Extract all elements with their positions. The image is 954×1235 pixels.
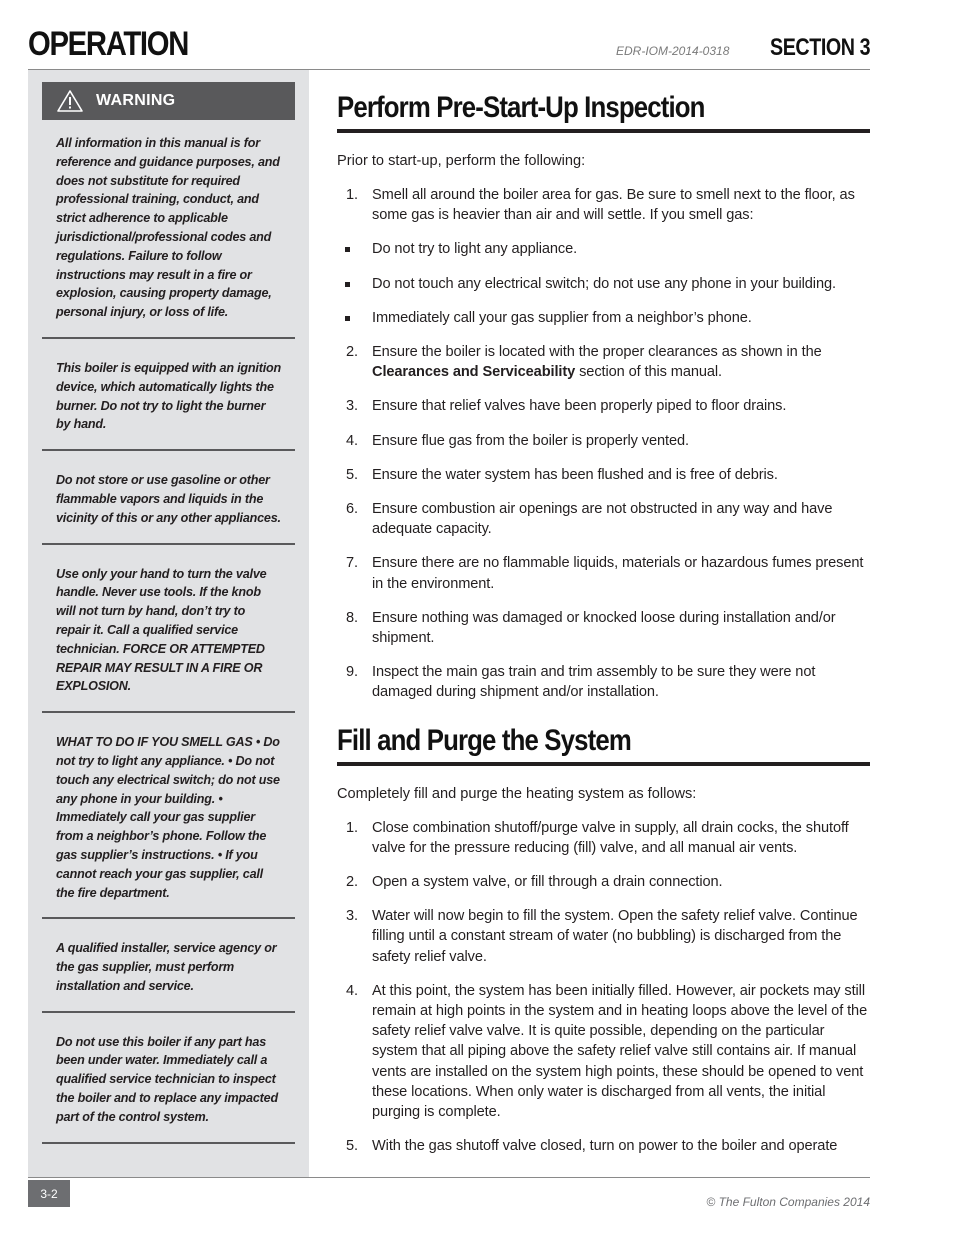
warning-block: Do not store or use gasoline or other flammable vapors and liquids in the vicinity of this or any other appliances. [42,451,295,544]
clearances-reference: Clearances and Serviceability [372,364,576,381]
list-item [337,185,870,225]
fill-and-purge-section [337,721,870,1157]
bullet-item [337,239,870,259]
list-item [337,342,870,382]
warning-title: WARNING [96,92,176,109]
step-text: Smell all around the boiler area for gas. Be sure to smell next to the floor, as some gas is heavier than air and will settle. If you smell gas: [372,187,855,224]
step-text-part: section of this manual. [575,364,723,381]
warning-blocks [42,120,295,1144]
bullet-text: Immediately call your gas supplier from a neighbor’s phone. [372,309,752,326]
list-item [337,431,870,451]
bullet-text: Do not try to light any appliance. [372,241,578,258]
step-text: Close combination shutoff/purge valve in supply, all drain cocks, the shutoff valve for the pressure reducing (fill) valve, and all manual air vents. [372,819,849,856]
step-text: Ensure flue gas from the boiler is properly vented. [372,432,689,449]
bullet-marker [345,316,350,321]
step-text: With the gas shutoff valve closed, turn on power to the boiler and operate [372,1138,838,1155]
page-header [28,24,870,70]
footer-rule [28,1177,870,1178]
warning-block: Use only your hand to turn the valve handle. Never use tools. If the knob will not turn by hand, don’t try to repair it. Call a qualified service technician. FORCE OR ATTEMPTED REPAIR MAY RESULT IN A FIRE OR EXPLOSION. [42,545,295,714]
step-text: Ensure there are no flammable liquids, materials or hazardous fumes present in the environment. [372,555,864,592]
step-text: Water will now begin to fill the system. Open the safety relief valve. Continue filling until a constant stream of water (no bubbling) is discharged from the safety relief valve. [372,908,858,965]
step-number: 5. [346,466,358,483]
list-item [337,608,870,648]
step-text: Inspect the main gas train and trim assembly to be sure they were not damaged during shipment and/or installation. [372,664,816,701]
step-text [372,344,822,380]
step-number: 9. [346,664,358,681]
step-number: 5. [346,1138,358,1155]
heading-rule [337,762,870,766]
list-item [337,818,870,858]
step-text: Ensure nothing was damaged or knocked loose during installation and/or shipment. [372,609,836,647]
heading-rule [337,129,870,133]
list-item [337,1136,870,1156]
step-number: 2. [346,344,358,361]
list-item [337,396,870,416]
step-text: Open a system valve, or fill through a drain connection. [372,874,723,891]
section-intro: Prior to start-up, perform the following: [337,153,586,169]
step-number: 1. [346,819,358,836]
section-intro: Completely fill and purge the heating system as follows: [337,785,697,802]
warning-block: Do not use this boiler if any part has been under water. Immediately call a qualified service technician to inspect the boiler and to replace any impacted part of the control system. [42,1013,295,1144]
page-title: OPERATION [28,25,189,63]
step-text: Ensure the water system has been flushed and is free of debris. [372,466,778,483]
step-number: 6. [346,501,358,518]
step-number: 4. [346,982,358,999]
step-number: 1. [346,187,358,203]
bullet-marker [345,282,350,287]
list-item [337,872,870,892]
purge-steps [337,818,870,1157]
inspection-steps [337,185,870,703]
step-number: 2. [346,874,358,891]
bullet-item [337,274,870,294]
bullet-item [337,308,870,328]
warning-block: A qualified installer, service agency or the gas supplier, must perform installation and service. [42,919,295,1012]
step-number: 4. [346,432,358,449]
warning-triangle-icon [56,89,84,113]
warning-block: WHAT TO DO IF YOU SMELL GAS • Do not try to light any appliance. • Do not touch any electrical switch; do not use any phone in your building. • Immediately call your gas supplier from a neighbor’s phone. Follow the gas supplier’s instructions. • If you cannot reach your gas supplier, call the fire department. [42,713,295,919]
list-item [337,906,870,967]
main-content [337,88,870,1171]
section-label: SECTION 3 [769,34,870,61]
list-item [337,465,870,485]
list-item [337,499,870,539]
step-text: At this point, the system has been initially filled. However, air pockets may still remain at high points in the system and in heating loops above the level of the safety relief valve valve. It is quite possible, depending on the particular system that all piping above the safety relief valve still contains air. If manual vents are installed on the system high points, these should be opened to vent these locations. When only water is discharged from all vents, the initial purging is complete. [372,982,868,1121]
step-text-part: Ensure the boiler is located with the proper clearances as shown in the [372,344,822,361]
section-heading: Perform Pre-Start-Up Inspection [337,91,705,124]
copyright-notice: © The Fulton Companies 2014 [706,1195,870,1209]
step-text: Ensure that relief valves have been properly piped to floor drains. [372,398,787,415]
step-number: 7. [346,555,358,572]
step-number: 8. [346,609,358,626]
bullet-text: Do not touch any electrical switch; do not use any phone in your building. [372,275,836,292]
step-number: 3. [346,908,358,925]
warning-sidebar [28,70,309,1178]
list-item [337,662,870,702]
step-text: Ensure combustion air openings are not obstructed in any way and have adequate capacity. [372,501,833,538]
warning-header [42,82,295,120]
page-number: 3-2 [28,1180,70,1207]
list-item [337,553,870,593]
bullet-marker [345,247,350,252]
document-code: EDR-IOM-2014-0318 [616,44,730,58]
warning-block: All information in this manual is for reference and guidance purposes, and does not substitute for required professional training, conduct, and strict adherence to applicable jurisdictional/professional codes and regulations. Failure to follow instructions may result in a fire or explosion, causing property damage, personal injury, or loss of life. [42,120,295,339]
warning-block: This boiler is equipped with an ignition device, which automatically lights the burner. Do not try to light the burner by hand. [42,339,295,451]
section-heading: Fill and Purge the System [337,723,631,757]
pre-start-up-section [337,88,870,703]
list-item [337,981,870,1122]
step-number: 3. [346,398,358,415]
